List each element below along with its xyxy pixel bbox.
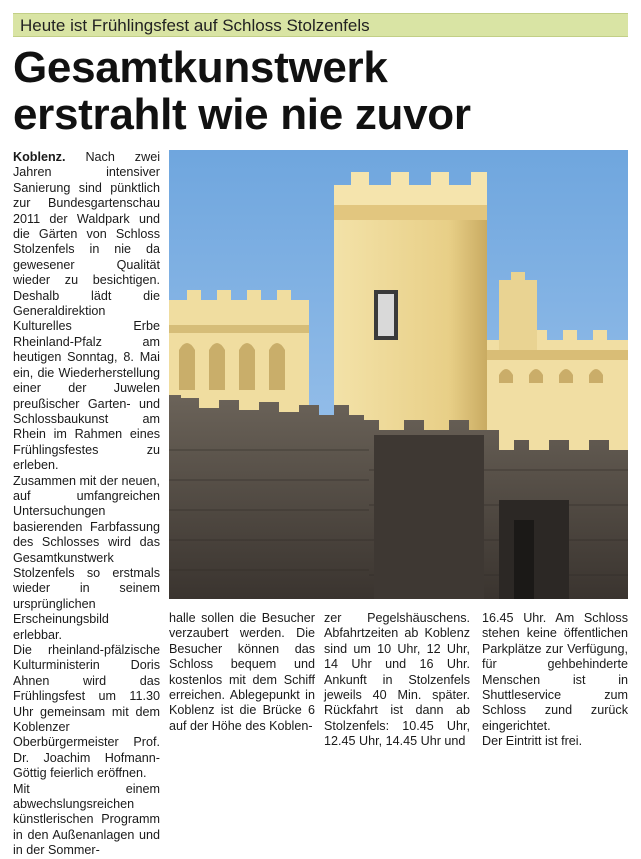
headline-line-2: erstrahlt wie nie zuvor xyxy=(13,90,471,139)
article-paragraph: Mit einem abwechslungsreichen künstlerischen Programm in den Außenanlagen und in der Sommer- xyxy=(13,781,160,858)
kicker-text: Heute ist Frühlingsfest auf Schloss Stolzenfels xyxy=(20,16,370,35)
article-paragraph: Die rheinland-pfälzische Kulturministerin Doris Ahnen wird das Frühlingsfest um 11.30 Uhr gemeinsam mit dem Koblenzer Oberbürgermeister Prof. Dr. Joachim Hofmann-Göttig feierlich eröffnen. xyxy=(13,643,160,781)
kicker-bar xyxy=(13,13,628,37)
article-column-1 xyxy=(13,150,160,859)
castle-photo xyxy=(169,150,628,599)
headline-line-1: Gesamtkunstwerk xyxy=(13,43,388,92)
article-paragraph: halle sollen die Besucher verzaubert werden. Die Besucher können das Schloss bequem und kostenlos mit dem Schiff erreichen. Ablegepunkt in Koblenz ist die Brücke 6 auf der Höhe des Koblen- xyxy=(169,611,315,733)
article-column-3 xyxy=(324,611,470,750)
dateline: Koblenz. xyxy=(13,150,66,164)
castle-tower-icon xyxy=(169,150,628,599)
article-column-2 xyxy=(169,611,315,734)
article-paragraph: Der Eintritt ist frei. xyxy=(482,734,583,749)
article-paragraph: zer Pegelshäuschens. Abfahrtzeiten ab Koblenz sind um 10 Uhr, 12 Uhr, 14 Uhr und 16 Uhr. Ankunft in Stolzenfels jeweils 40 Min. später. Rückfahrt ist dann ab Stolzenfels: 10.45 Uhr, 12.45 Uhr, 14.45 Uhr und xyxy=(324,611,470,749)
article-text: Nach zwei Jahren intensiver Sanierung sind pünktlich zur Bundesgartenschau 2011 der Waldpark und die Gärten von Schloss Stolzenfels in nie da gewesener Qualität wieder zu besichtigen. Deshalb lädt die Generaldirektion Kulturelles Erbe Rheinland-Pfalz am heutigen Sonntag, 8. Mai ein, die Wiederherstellung einer der Juwelen preußischer Garten- und Schlossbaukunst am Rhein im Rahmen eines Frühlingsfestes zu erleben. xyxy=(13,150,160,473)
article-column-4 xyxy=(482,611,628,750)
headline xyxy=(13,44,628,138)
article-paragraph: Zusammen mit der neuen, auf umfangreichen Untersuchungen basierenden Farbfassung des Schlosses wird das Gesamtkunstwerk Stolzenfels so erstmals wieder in seinem ursprünglichen Erscheinungsbild erlebbar. xyxy=(13,473,160,642)
article-paragraph: 16.45 Uhr. Am Schloss stehen keine öffentlichen Parkplätze zur Verfügung, für gehbehinderte Menschen ist in Shuttleservice zum Schloss zund zurück eingerichtet. xyxy=(482,611,628,733)
article-paragraph xyxy=(13,150,160,474)
